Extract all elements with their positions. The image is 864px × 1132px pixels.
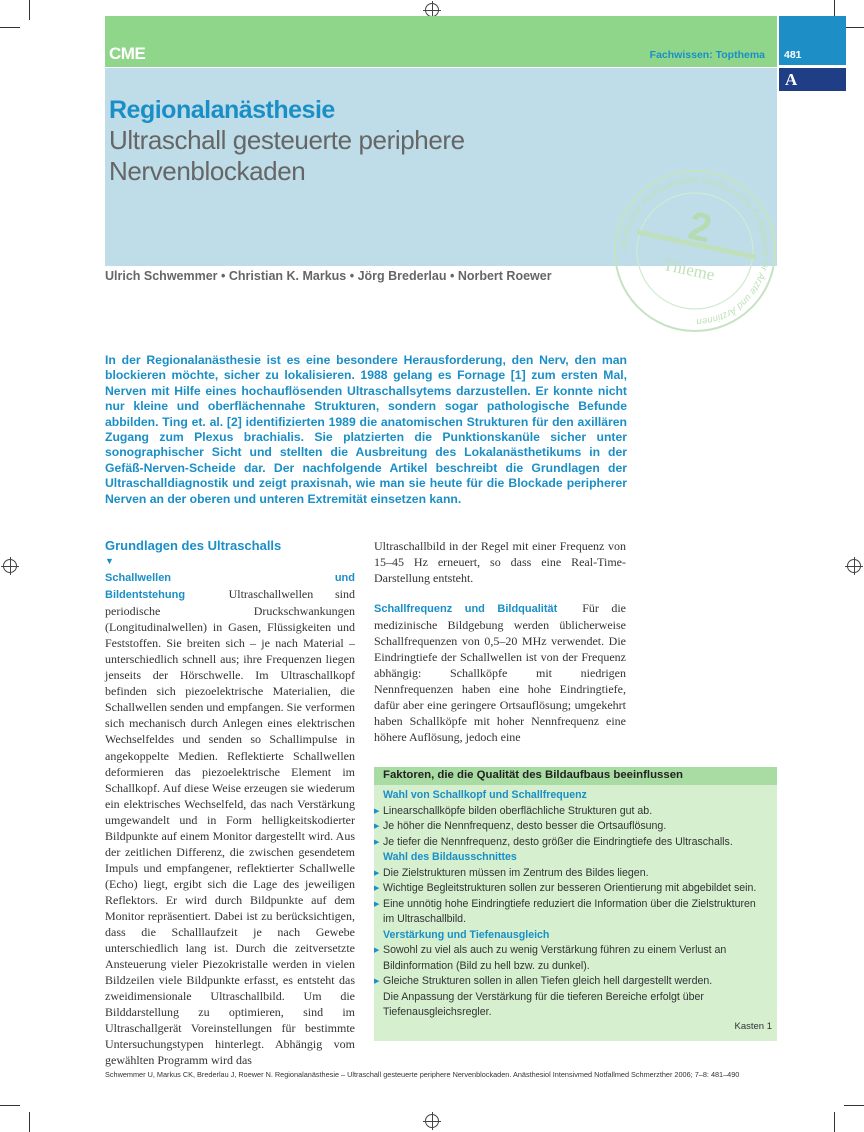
seal-points: 2 — [684, 203, 716, 252]
article-title: Regionalanästhesie — [109, 96, 335, 124]
runin-heading: Schallfrequenz und Bildqualität — [374, 603, 558, 615]
box-subheading: Wahl von Schallkopf und Schallfrequenz — [383, 789, 587, 801]
body-text: Ultraschallwellen sind periodische Druckschwankungen (Longitudinalwellen) in Gasen, Flüssigkeiten und Feststoffen. Sie breiten sich – je nach Material – unterschiedlich schnell aus; ihre Frequenzen liegen jenseits der Hörschwelle. Im Ultraschallkopf befinden sich piezoelektrische Materialien, die Schallwellen senden und empfangen. Sie verformen sich mechanisch durch Anlegen eines elektrischen Wechselfeldes und senden so Schallimpulse in angekoppelte Medien. Reflektierte Schallwellen deformieren das piezoelektrische Element im Schallkopf. Auf diese Weise erzeugen sie wiederum ein elektrisches Wechselfeld, das nach Verstärkung umgewandelt und in Form helligkeitskodierter Bildpunkte auf einem Monitor dargestellt wird. Aus der zeitlichen Differenz, die zwischen gesendetem Impuls und empfangener, reflektierter Schallwelle (Echo) liegt, ergibt sich die Lage des jeweiligen Reflektors. Er wird durch Bildpunkte auf dem Monitor repräsentiert. Dabei ist zu berücksichtigen, dass die Schalllaufzeit je nach Gewebe unterschiedlich lang ist. Durch die zeitversetzte Ansteuerung vieler Piezokristalle werden in vielen Bildzeilen viele Bildpunkte erfasst, es entsteht das zweidimensionale Ultraschallbild. Um die Bilddarstellung zu optimieren, sind im Ultraschallgerät Voreinstellungen für bestimmte Untersuchungstypen hinterlegt. Abhängig vom gewählten Programm wird das — [105, 587, 355, 1068]
svg-text:Zertifizierte kontinuierliche — [619, 175, 771, 327]
crop-mark — [0, 1105, 20, 1106]
page-number: 481 — [784, 49, 802, 61]
abstract: In der Regionalanästhesie ist es eine besondere Herausforderung, den Nerv, den man blockieren möchte, sicher zu lokalisieren. 1988 gelang es Fornage [1] zum ersten Mal, Nerven mit Hilfe eines hochauflösenden Ultraschallsytems darzustellen. Er konnte nicht nur kleine und oberflächennahe Strukturen, sondern sogar pathologische Befunde abbilden. Ting et. al. [2] identifizierten 1989 die anatomischen Strukturen für den axillären Zugang zum Plexus brachialis. Sie platzierten die Punktionskanüle sicher unter sonographischer Sicht und stellten die Ausbreitung des Lokalanästhetikums in der Gefäß-Nerven-Scheide dar. Der nachfolgende Artikel beschreibt die Grundlagen der Ultraschalldiagnostik und zeigt praxisnah, wie man sie heute für die Blockade peripherer Nerven an der oberen und unteren Extremität einsetzen kann. — [105, 353, 627, 506]
crop-mark — [844, 27, 864, 28]
cme-seal-icon — [612, 168, 778, 334]
box-list-item: ▶ Die Zielstrukturen müssen im Zentrum des Bildes liegen. — [374, 866, 769, 882]
registration-mark-icon — [3, 559, 17, 573]
registration-mark-icon — [425, 1114, 439, 1128]
column-right — [374, 600, 626, 745]
seal-ring-text: Zertifizierte kontinuierliche medizinische Fortbildung für Ärzte und Ärztinnen — [618, 174, 772, 328]
box-list-item: ▶ Sowohl zu viel als auch zu wenig Verstärkung führen zu einem Verlust an Bildinformation (Bild zu hell bzw. zu dunkel). — [374, 943, 769, 974]
column-left — [105, 569, 355, 1068]
citation-footer: Schwemmer U, Markus CK, Brederlau J, Roewer N. Regionalanästhesie – Ultraschall gesteuerte periphere Nervenblockaden. Anästhesiol Intensivmed Notfallmed Schmerzther 2006; 7–8: 481–490 — [105, 1070, 740, 1079]
box-list-item: ▶ Je höher die Nennfrequenz, desto besser die Ortsauflösung. — [374, 819, 769, 835]
author-list: Ulrich Schwemmer • Christian K. Markus • Jörg Brederlau • Norbert Roewer — [105, 269, 552, 283]
box-subheading: Verstärkung und Tiefenausgleich — [383, 928, 550, 941]
triangle-down-icon: ▼ — [105, 556, 114, 566]
crop-mark — [0, 27, 20, 28]
cme-label: CME — [109, 44, 146, 63]
crop-mark — [29, 1112, 30, 1132]
box-list-item: ▶ Je tiefer die Nennfrequenz, desto größer die Eindringtiefe des Ultraschalls. — [374, 835, 769, 851]
crop-mark — [29, 0, 30, 20]
box-list-item: ▶ Wichtige Begleitstrukturen sollen zur besseren Orientierung mit abgebildet sein. — [374, 881, 769, 897]
body-text: Für die medizinische Bildgebung werden üblicherweise Schallfrequenzen von 0,5–20 MHz verwendet. Die Eindringtiefe der Schallwellen ist von der Frequenz abhängig: Schallköpfe mit niedrigen Nennfrequenzen haben eine hohe Eindringtiefe, dafür aber eine geringere Ortsauflösung; umgekehrt haben Schallköpfe mit hoher Nennfrequenz eine höhere Auflösung, jedoch eine — [374, 601, 626, 745]
section-label: Fachwissen: Topthema — [649, 49, 765, 61]
box-list-item: ▶ Eine unnötig hohe Eindringtiefe reduziert die Information über die Zielstrukturen im Ultraschallbild. — [374, 897, 769, 928]
runin-heading: Schallwellen und Bildentstehung — [105, 572, 355, 602]
info-box-body — [374, 788, 769, 1021]
category-letter: A — [785, 70, 798, 89]
box-note: Die Anpassung der Verstärkung für die tieferen Bereiche erfolgt über Tiefenausgleichsregler. — [383, 990, 704, 1018]
box-label: Kasten 1 — [734, 1021, 772, 1032]
box-list-item: ▶ Gleiche Strukturen sollen in allen Tiefen gleich hell dargestellt werden. — [374, 974, 769, 990]
box-list-item: ▶ Linearschallköpfe bilden oberflächliche Strukturen gut ab. — [374, 804, 769, 820]
info-box-title: Faktoren, die die Qualität des Bildaufbaus beeinflussen — [383, 769, 684, 781]
seal-brand: Thieme — [661, 254, 717, 285]
box-subheading: Wahl des Bildausschnittes — [383, 851, 517, 863]
section-heading: Grundlagen des Ultraschalls — [105, 538, 282, 553]
article-subtitle: Ultraschall gesteuerte periphere Nervenblockaden — [109, 125, 465, 186]
registration-mark-icon — [847, 559, 861, 573]
crop-mark — [834, 1112, 835, 1132]
registration-mark-icon — [425, 3, 439, 17]
crop-mark — [844, 1105, 864, 1106]
column-right-continuation: Ultraschallbild in der Regel mit einer Frequenz von 15–45 Hz erneuert, so dass eine Real-Time-Darstellung entsteht. — [374, 539, 626, 586]
